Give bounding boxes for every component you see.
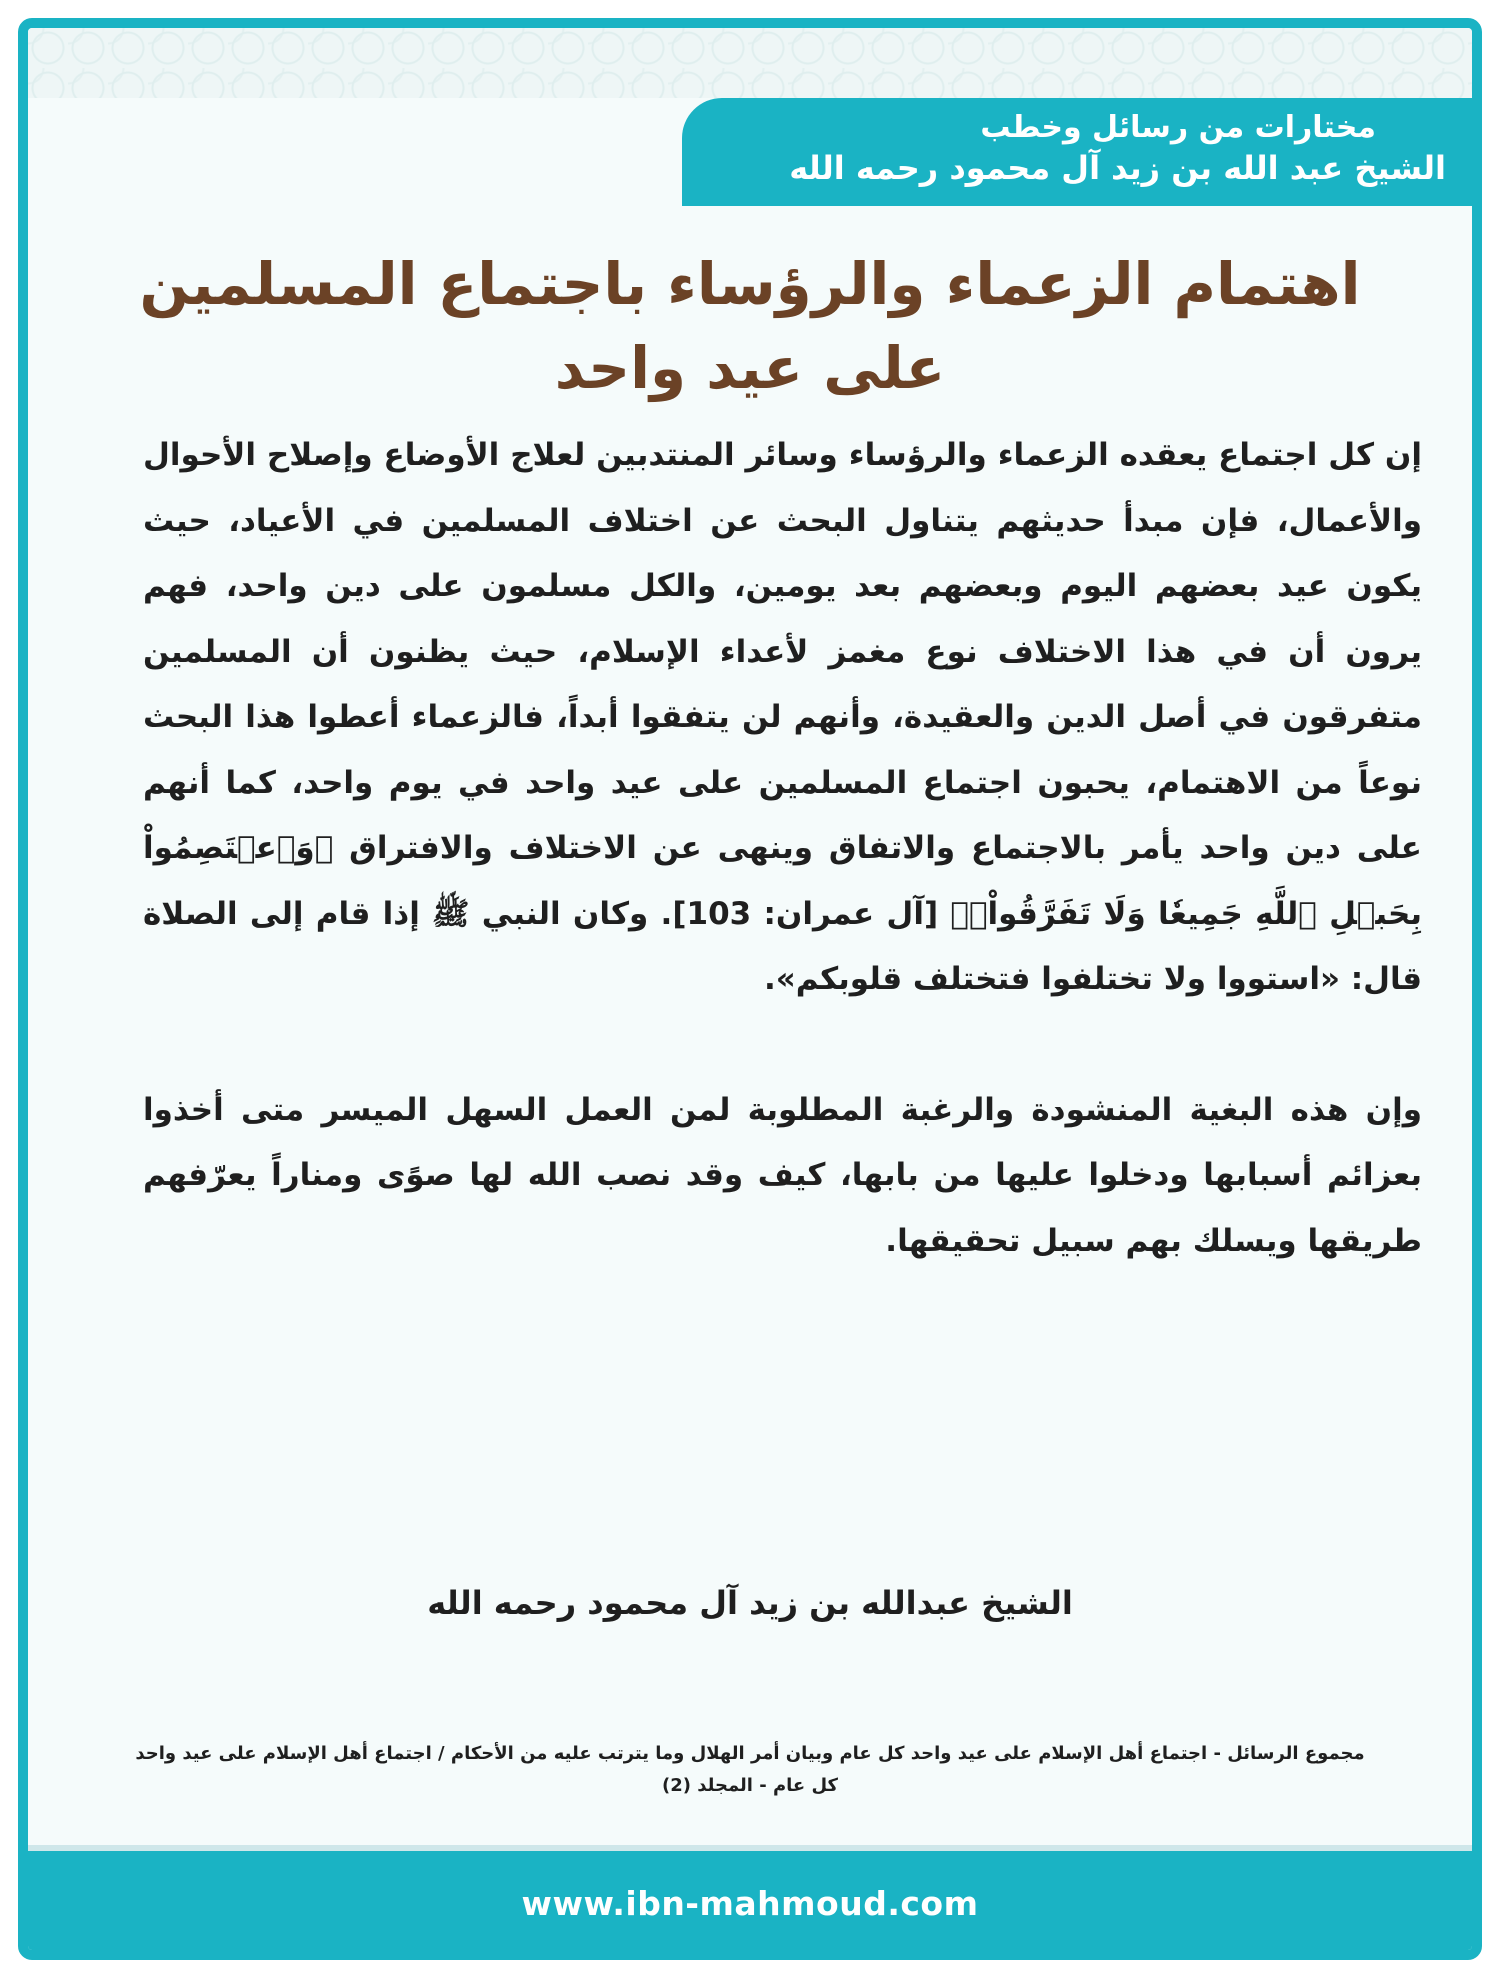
signature: الشيخ عبدالله بن زيد آل محمود رحمه الله [427, 1584, 1073, 1622]
paragraph: وإن هذه البغية المنشودة والرغبة المطلوبة لمن العمل السهل الميسر متى أخذوا بعزائم أسبابها ودخلوا عليها من بابها، كيف وقد نصب الله لها صوًى ومناراً يعرّفهم طريقها ويسلك بهم سبيل تحقيقها. [143, 1091, 1422, 1259]
decorative-pattern [28, 28, 1472, 98]
series-title: مختارات من رسائل وخطب [980, 110, 1376, 145]
article-title: اهتمام الزعماء والرؤساء باجتماع المسلمين على عيد واحد [139, 250, 1361, 402]
footer-band [28, 1845, 1472, 1956]
website-link[interactable]: www.ibn-mahmoud.com [521, 1884, 979, 1923]
page-frame [18, 18, 1482, 1960]
author-header: الشيخ عبد الله بن زيد آل محمود رحمه الله [789, 149, 1446, 187]
header-ribbon [682, 98, 1472, 206]
source-citation: مجموع الرسائل - اجتماع أهل الإسلام على عيد واحد كل عام وبيان أمر الهلال وما يترتب عليه من الأحكام / اجتماع أهل الإسلام على عيد واحد كل عام - المجلد (2) [135, 1743, 1365, 1796]
article-body [143, 423, 1422, 1274]
paragraph: إن كل اجتماع يعقده الزعماء والرؤساء وسائر المنتدبين لعلاج الأوضاع وإصلاح الأحوال والأعمال، فإن مبدأ حديثهم يتناول البحث عن اختلاف المسلمين في الأعياد، حيث يكون عيد بعضهم اليوم وبعضهم بعد يومين، والكل مسلمون على دين واحد، فهم يرون أن في هذا الاختلاف نوع مغمز لأعداء الإسلام، حيث يظنون أن المسلمين متفرقون في أصل الدين والعقيدة، وأنهم لن يتفقوا أبداً، فالزعماء أعطوا هذا البحث نوعاً من الاهتمام، يحبون اجتماع المسلمين على عيد واحد في يوم واحد، كما أنهم على دين واحد يأمر بالاجتماع والاتفاق وينهى عن الاختلاف والافتراق ﴿وَٱعۡتَصِمُواْ بِحَبۡلِ ٱللَّهِ جَمِيعٗا وَلَا تَفَرَّقُواْۚ﴾ [آل عمران: 103]. وكان النبي ﷺ إذا قام إلى الصلاة قال: «استووا ولا تختلفوا فتختلف قلوبكم». [143, 437, 1422, 997]
